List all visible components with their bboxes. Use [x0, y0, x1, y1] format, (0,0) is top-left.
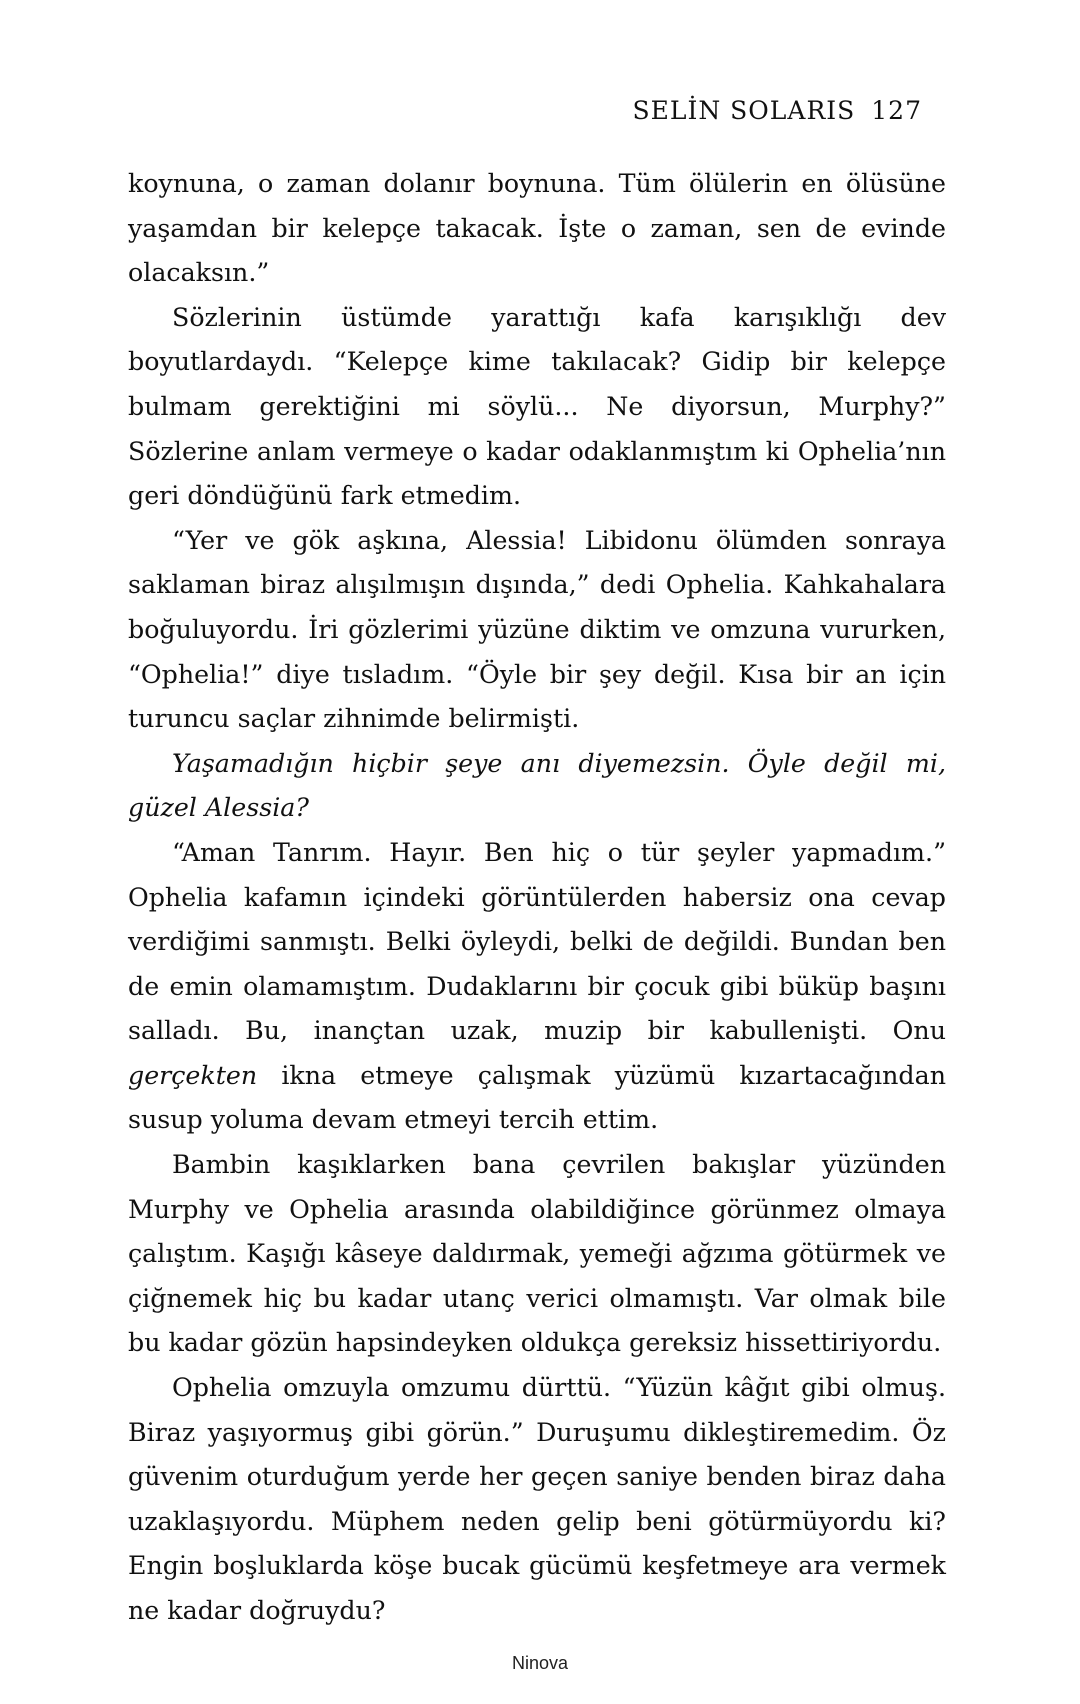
- paragraph: “Yer ve gök aşkına, Alessia! Libidonu ölümden sonraya saklaman biraz alışılmışın dışında,” dedi Ophelia. Kahkahalara boğuluyordu. İri gözlerimi yüzüne diktim ve omzuna vururken, “Ophelia!” diye tısladım. “Öyle bir şey değil. Kısa bir an için turuncu saçlar zihnimde belirmişti.: [128, 525, 946, 734]
- emphasized-word: gerçekten: [128, 1060, 258, 1090]
- paragraph: Sözlerinin üstümde yarattığı kafa karışıklığı dev boyutlardaydı. “Kelepçe kime takılacak? Gidip bir kelepçe bulmam gerektiğini mi söylü... Ne diyorsun, Murphy?” Sözlerine anlam vermeye o kadar odaklanmıştım ki Ophelia’nın geri döndüğünü fark etmedim.: [128, 302, 946, 511]
- paragraph: Bambin kaşıklarken bana çevrilen bakışlar yüzünden Murphy ve Ophelia arasında olabildiğince görünmez olmaya çalıştım. Kaşığı kâseye daldırmak, yemeği ağzıma götürmek ve çiğnemek hiç bu kadar utanç verici olmamıştı. Var olmak bile bu kadar gözün hapsindeyken oldukça gereksiz hissettiriyordu.: [128, 1150, 946, 1358]
- page-number: 127: [871, 96, 922, 125]
- body-text: [128, 162, 946, 1634]
- running-head-title: SELİN SOLARIS: [632, 96, 856, 125]
- italic-thought-paragraph: Yaşamadığın hiçbir şeye anı diyemezsin. Öyle değil mi, güzel Alessia?: [128, 748, 946, 823]
- running-head: [633, 96, 923, 125]
- paragraph: Ophelia omzuyla omzumu dürttü. “Yüzün kâğıt gibi olmuş. Biraz yaşıyormuş gibi görün.” Duruşumu dikleştiremedim. Öz güvenim oturduğum yerde her geçen saniye benden biraz daha uzaklaşıyordu. Müphem neden gelip beni götürmüyordu ki? Engin boşluklarda köşe bucak gücümü keşfetmeye ara vermek ne kadar doğruydu?: [128, 1373, 946, 1625]
- publisher-footer: Ninova: [511, 1653, 569, 1673]
- paragraph-text: “Aman Tanrım. Hayır. Ben hiç o tür şeyler yapmadım.” Ophelia kafamın içindeki görüntülerden habersiz ona cevap verdiğimi sanmıştı. Belki öyleydi, belki de değildi. Bundan ben de emin olamamıştım. Dudaklarını bir çocuk gibi büküp başını salladı. Bu, inançtan uzak, muzip bir kabullenişti. Onu: [128, 837, 946, 1046]
- paragraph: koynuna, o zaman dolanır boynuna. Tüm ölülerin en ölüsüne yaşamdan bir kelepçe takacak. İşte o zaman, sen de evinde olacaksın.”: [128, 169, 946, 288]
- paragraph: [128, 831, 946, 1143]
- paragraph-text: ikna etmeye çalışmak yüzümü kızartacağından susup yoluma devam etmeyi tercih ettim.: [128, 1060, 946, 1135]
